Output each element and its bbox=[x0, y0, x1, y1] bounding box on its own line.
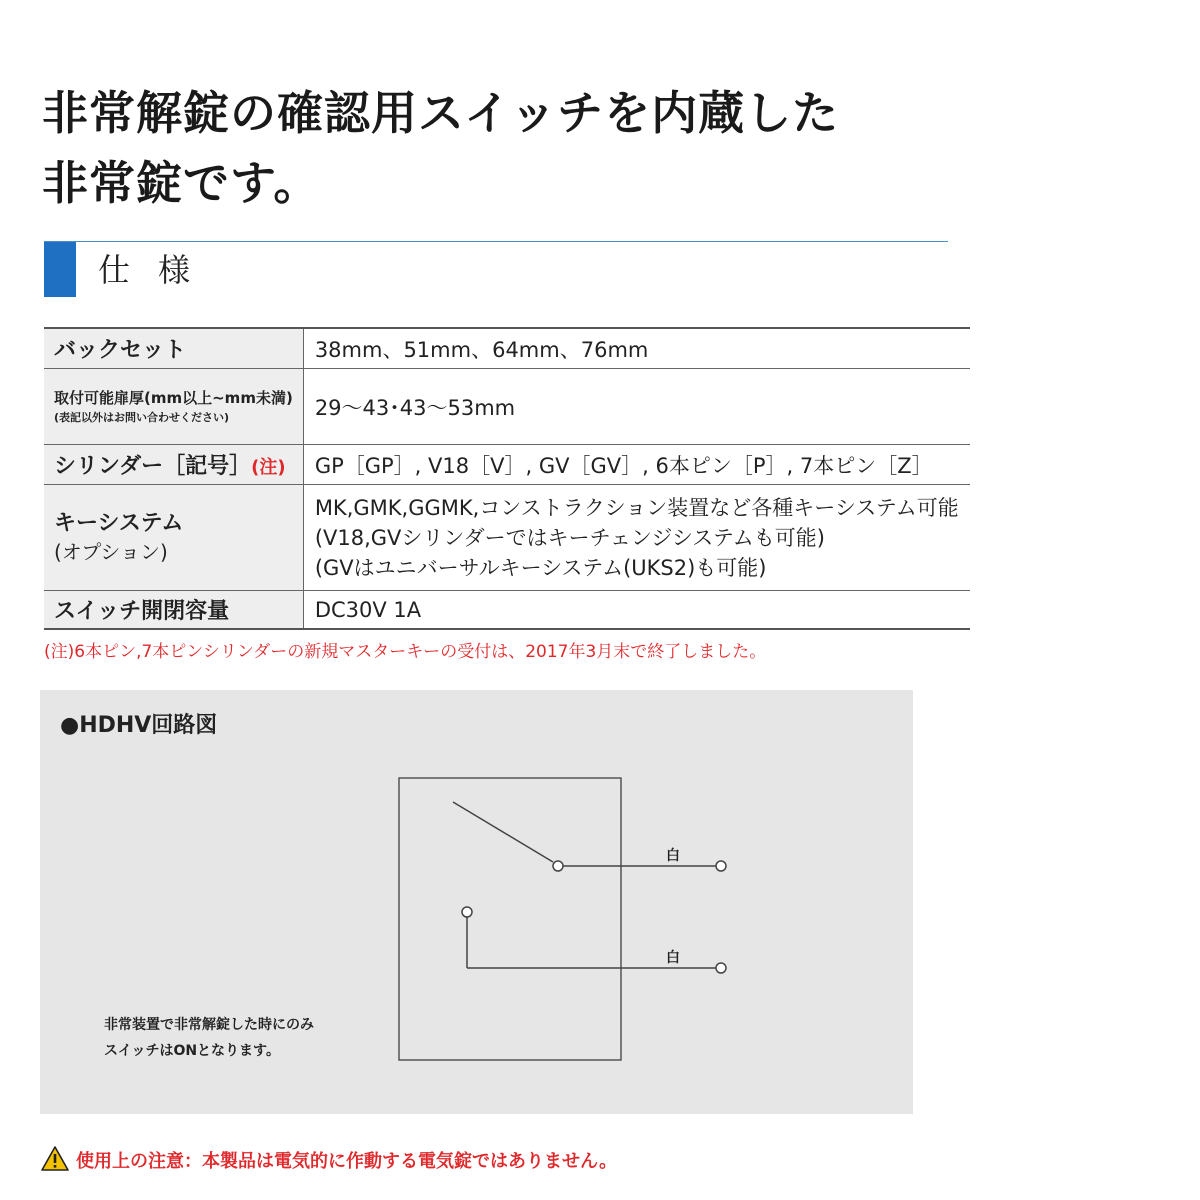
lock-body-outline bbox=[399, 778, 621, 1060]
spec-value-door-thickness: 29～43･43～53mm bbox=[303, 369, 969, 445]
spec-label-cylinder-note: (注) bbox=[251, 457, 286, 478]
spec-value-key-system-line-3: (GVはユニバーサルキーシステム(UKS2)も可能) bbox=[314, 555, 767, 580]
warning-triangle-icon bbox=[40, 1145, 70, 1173]
circuit-note-line-2: スイッチはONとなります。 bbox=[104, 1043, 280, 1059]
spec-label-switch-capacity-text: スイッチ開閉容量 bbox=[54, 599, 230, 624]
footnote: (注)6本ピン,7本ピンシリンダーの新規マスターキーの受付は、2017年3月末で終了しました。 bbox=[44, 642, 767, 662]
spec-value-switch-capacity: DC30V 1A bbox=[303, 591, 969, 630]
spec-label-key-system-sub: (オプション) bbox=[54, 539, 168, 564]
wire-label-2: 白 bbox=[666, 950, 680, 966]
spec-value-key-system-line-1: MK,GMK,GGMK,コンストラクション装置など各種キーシステム可能 bbox=[314, 495, 959, 520]
spec-value-backset: 38mm、51mm、64mm、76mm bbox=[303, 328, 969, 369]
headline-line-2: 非常錠です。 bbox=[42, 156, 321, 210]
switch-contact-open bbox=[462, 907, 472, 917]
section-title: 仕様 bbox=[98, 251, 219, 289]
headline-line-1: 非常解錠の確認用スイッチを内蔵した bbox=[42, 86, 840, 140]
wire-label-1: 白 bbox=[666, 848, 680, 864]
terminal-1 bbox=[716, 861, 726, 871]
spec-label-door-thickness-text: 取付可能扉厚(mm以上~mm未満) bbox=[54, 388, 293, 407]
spec-label-backset-text: バックセット bbox=[54, 338, 187, 363]
spec-label-key-system-text: キーシステム bbox=[54, 510, 184, 536]
circuit-title: ●HDHV回路図 bbox=[60, 713, 218, 738]
caution-text: 使用上の注意：本製品は電気的に作動する電気錠ではありません。 bbox=[76, 1151, 618, 1172]
spec-label-cylinder-text: シリンダー［記号］ bbox=[54, 454, 252, 479]
switch-lever bbox=[453, 802, 553, 862]
circuit-note bbox=[104, 1012, 314, 1064]
terminal-2 bbox=[716, 963, 726, 973]
spec-value-cylinder: GP［GP］, V18［V］, GV［GV］, 6本ピン［P］, 7本ピン［Z］ bbox=[303, 445, 969, 485]
switch-contact-common bbox=[553, 861, 563, 871]
spec-value-key-system-line-2: (V18,GVシリンダーではキーチェンジシステムも可能) bbox=[314, 525, 825, 550]
circuit-note-line-1: 非常装置で非常解錠した時にのみ bbox=[104, 1017, 314, 1033]
spec-label-door-thickness-note: (表記以外はお問い合わせください) bbox=[54, 410, 230, 424]
